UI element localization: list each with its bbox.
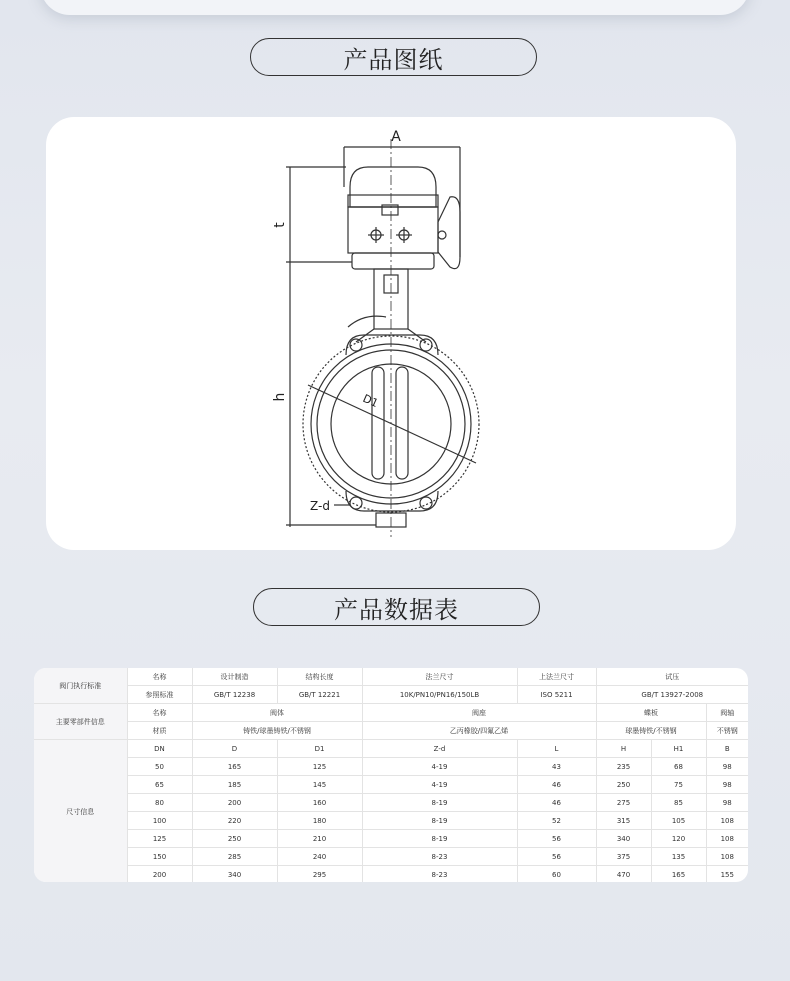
standards-value-name: 参照标准 [127, 686, 192, 704]
parts-group-label: 主要零部件信息 [34, 704, 127, 740]
dim-cell: 180 [277, 812, 362, 830]
table-row [34, 866, 748, 883]
standards-value-top-flange: ISO 5211 [517, 686, 596, 704]
dim-cell: 85 [651, 794, 706, 812]
dim-cell: 108 [706, 848, 748, 866]
dimensions-header-row [34, 740, 748, 758]
dim-cell: 250 [596, 776, 651, 794]
body-top-ears [346, 335, 438, 355]
standards-header-top-flange: 上法兰尺寸 [517, 668, 596, 686]
parts-header-row [34, 704, 748, 722]
dim-cell: 65 [127, 776, 192, 794]
dim-header-d: D [192, 740, 277, 758]
dim-cell: 108 [706, 812, 748, 830]
dim-cell: 8-19 [362, 794, 517, 812]
dim-header-dn: DN [127, 740, 192, 758]
dim-cell: 120 [651, 830, 706, 848]
handwheel [438, 197, 460, 269]
dim-cell: 125 [127, 830, 192, 848]
dim-cell: 98 [706, 758, 748, 776]
ear-bolt-tr [420, 339, 432, 351]
standards-header-name: 名称 [127, 668, 192, 686]
ear-bolt-bl [350, 497, 362, 509]
dim-header-l: L [517, 740, 596, 758]
dim-cell: 165 [651, 866, 706, 883]
parts-value-shaft: 不锈钢 [706, 722, 748, 740]
actuator-cover [350, 167, 436, 207]
parts-header-shaft: 阀轴 [706, 704, 748, 722]
dim-cell: 52 [517, 812, 596, 830]
dim-cell: 8-19 [362, 812, 517, 830]
table-row [34, 776, 748, 794]
product-drawing-card [46, 117, 736, 550]
dim-cell: 250 [192, 830, 277, 848]
label-h: h [272, 392, 288, 402]
dim-cell: 4-19 [362, 758, 517, 776]
butterfly-valve-drawing [46, 117, 736, 550]
disc-left [372, 367, 384, 479]
dim-cell: 235 [596, 758, 651, 776]
dim-cell: 98 [706, 776, 748, 794]
dim-cell: 125 [277, 758, 362, 776]
dim-cell: 160 [277, 794, 362, 812]
mounting-flange [352, 253, 434, 269]
dim-cell: 135 [651, 848, 706, 866]
dim-cell: 210 [277, 830, 362, 848]
dim-cell: 43 [517, 758, 596, 776]
dim-header-b: B [706, 740, 748, 758]
dim-cell: 165 [192, 758, 277, 776]
dim-cell: 98 [706, 794, 748, 812]
dim-cell: 105 [651, 812, 706, 830]
parts-value-seat: 乙丙橡胶/四氟乙烯 [362, 722, 596, 740]
dim-cell: 50 [127, 758, 192, 776]
dim-cell: 145 [277, 776, 362, 794]
standards-group-label: 阀门执行标准 [34, 668, 127, 704]
dim-cell: 8-19 [362, 830, 517, 848]
dim-header-h1: H1 [651, 740, 706, 758]
dim-cell: 315 [596, 812, 651, 830]
dim-cell: 200 [192, 794, 277, 812]
parts-header-seat: 阀座 [362, 704, 596, 722]
disc-right [396, 367, 408, 479]
standards-value-row [34, 686, 748, 704]
dim-cell: 295 [277, 866, 362, 883]
dim-cell: 100 [127, 812, 192, 830]
top-card-edge [40, 0, 750, 15]
label-zd: Z-d [310, 499, 330, 513]
standards-header-row [34, 668, 748, 686]
dim-cell: 8-23 [362, 848, 517, 866]
table-row [34, 758, 748, 776]
label-t: t [272, 222, 288, 228]
dim-cell: 375 [596, 848, 651, 866]
dim-cell: 275 [596, 794, 651, 812]
parts-header-disc: 蝶板 [596, 704, 706, 722]
dim-cell: 56 [517, 830, 596, 848]
dim-cell: 340 [192, 866, 277, 883]
parts-value-row [34, 722, 748, 740]
dim-cell: 46 [517, 794, 596, 812]
label-d1: D1 [360, 391, 381, 411]
dim-cell: 220 [192, 812, 277, 830]
standards-value-length: GB/T 12221 [277, 686, 362, 704]
table-row [34, 848, 748, 866]
parts-header-name: 名称 [127, 704, 192, 722]
dim-header-zd: Z-d [362, 740, 517, 758]
standards-header-test: 试压 [596, 668, 748, 686]
table-row [34, 830, 748, 848]
dim-cell: 56 [517, 848, 596, 866]
product-data-table [34, 668, 748, 882]
dim-cell: 240 [277, 848, 362, 866]
dim-cell: 200 [127, 866, 192, 883]
standards-value-test: GB/T 13927-2008 [596, 686, 748, 704]
drawing-section-title: 产品图纸 [250, 38, 537, 76]
actuator-body [348, 207, 438, 253]
dim-cell: 470 [596, 866, 651, 883]
standards-value-design: GB/T 12238 [192, 686, 277, 704]
parts-value-body: 铸铁/球墨铸铁/不锈钢 [192, 722, 362, 740]
parts-value-disc: 球墨铸铁/不锈钢 [596, 722, 706, 740]
dim-cell: 80 [127, 794, 192, 812]
standards-value-flange: 10K/PN10/PN16/150LB [362, 686, 517, 704]
dim-cell: 155 [706, 866, 748, 883]
product-data-table-card [34, 668, 748, 882]
parts-header-body: 阀体 [192, 704, 362, 722]
dim-cell: 340 [596, 830, 651, 848]
parts-value-name: 材质 [127, 722, 192, 740]
dim-cell: 8-23 [362, 866, 517, 883]
table-row [34, 794, 748, 812]
dim-cell: 285 [192, 848, 277, 866]
dim-cell: 108 [706, 830, 748, 848]
table-row [34, 812, 748, 830]
dim-cell: 68 [651, 758, 706, 776]
dim-cell: 75 [651, 776, 706, 794]
dim-cell: 150 [127, 848, 192, 866]
standards-header-flange: 法兰尺寸 [362, 668, 517, 686]
dim-header-d1: D1 [277, 740, 362, 758]
standards-header-design: 设计制造 [192, 668, 277, 686]
label-a: A [391, 129, 401, 145]
standards-header-length: 结构长度 [277, 668, 362, 686]
dim-cell: 60 [517, 866, 596, 883]
dim-cell: 46 [517, 776, 596, 794]
dimensions-group-label: 尺寸信息 [34, 740, 127, 883]
dim-header-h: H [596, 740, 651, 758]
dim-cell: 185 [192, 776, 277, 794]
dim-cell: 4-19 [362, 776, 517, 794]
table-section-title: 产品数据表 [253, 588, 540, 626]
